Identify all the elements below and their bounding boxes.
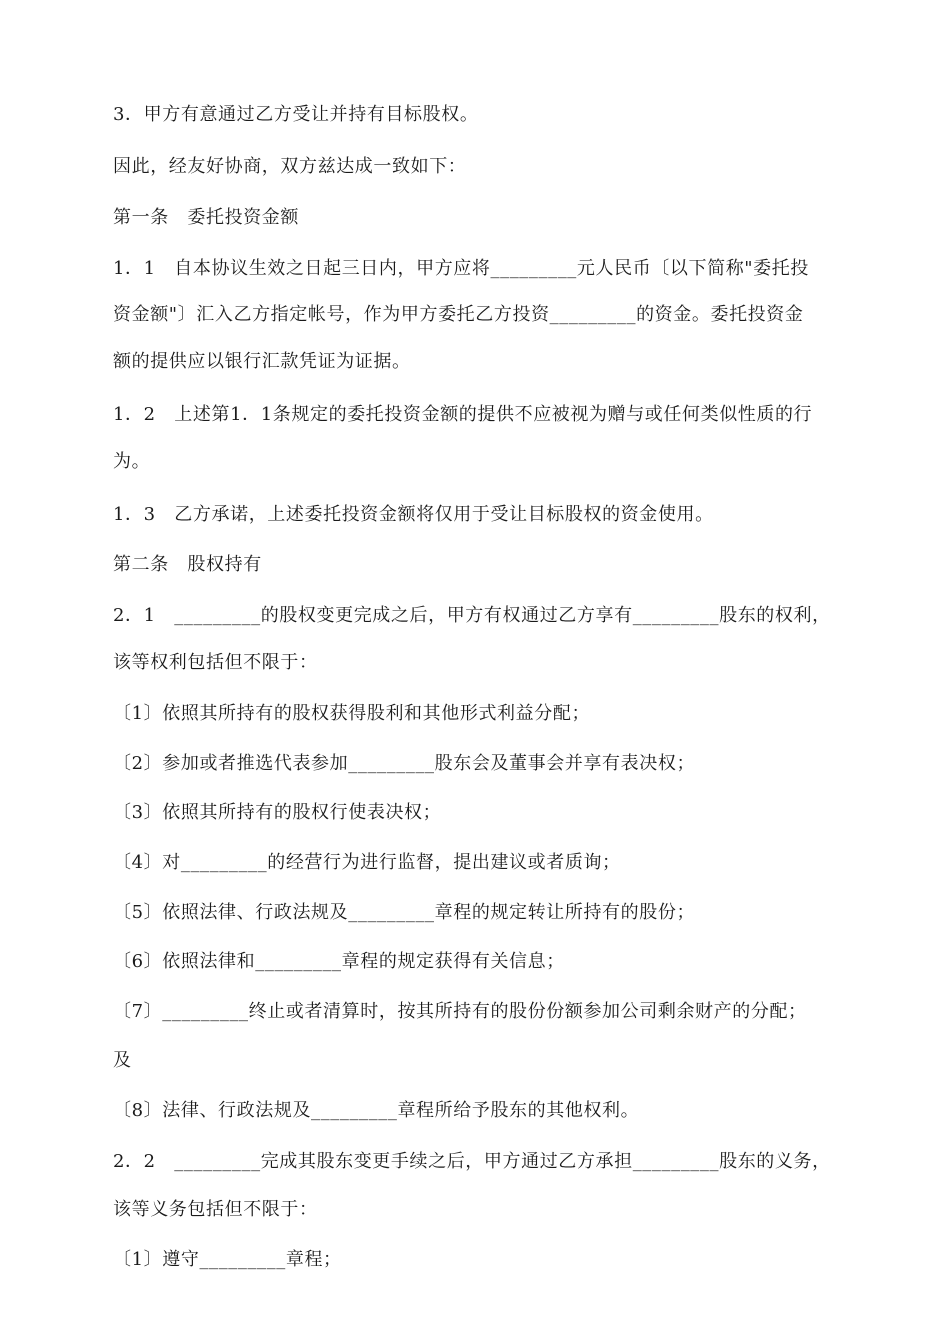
clause-2-1-line-1: 2．1 _________的股权变更完成之后，甲方有权通过乙方享有_________股东的权利， [113, 605, 831, 626]
right-item-8: 〔8〕法律、行政法规及_________章程所给予股东的其他权利。 [113, 1100, 640, 1121]
right-item-2: 〔2〕参加或者推选代表参加_________股东会及董事会并享有表决权； [113, 753, 696, 774]
right-item-5: 〔5〕依照法律、行政法规及_________章程的规定转让所持有的股份； [113, 902, 696, 923]
right-item-3: 〔3〕依照其所持有的股权行使表决权； [113, 802, 442, 823]
article-2-heading: 第二条 股权持有 [113, 554, 262, 575]
right-item-1: 〔1〕依照其所持有的股权获得股利和其他形式利益分配； [113, 703, 591, 724]
clause-1-1-line-3: 额的提供应以银行汇款凭证为证据。 [113, 351, 411, 372]
right-item-7-line-2: 及 [113, 1050, 132, 1071]
clause-1-1-line-1: 1．1 自本协议生效之日起三日内，甲方应将_________元人民币〔以下简称"委托投 [113, 258, 809, 279]
clause-2-2-line-1: 2．2 _________完成其股东变更手续之后，甲方通过乙方承担_________股东的义务， [113, 1151, 831, 1172]
clause-2-2-line-2: 该等义务包括但不限于： [113, 1199, 318, 1220]
right-item-6: 〔6〕依照法律和_________章程的规定获得有关信息； [113, 951, 565, 972]
clause-1-3: 1．3 乙方承诺，上述委托投资金额将仅用于受让目标股权的资金使用。 [113, 504, 714, 525]
agreement-preamble: 因此，经友好协商，双方兹达成一致如下： [113, 156, 467, 177]
clause-2-1-line-2: 该等权利包括但不限于： [113, 652, 318, 673]
right-item-4: 〔4〕对_________的经营行为进行监督，提出建议或者质询； [113, 852, 621, 873]
right-item-7-line-1: 〔7〕_________终止或者清算时，按其所持有的股份份额参加公司剩余财产的分配； [113, 1001, 807, 1022]
clause-1-2-line-2: 为。 [113, 451, 151, 472]
obligation-item-1: 〔1〕遵守_________章程； [113, 1249, 342, 1270]
clause-1-2-line-1: 1．2 上述第1．1条规定的委托投资金额的提供不应被视为赠与或任何类似性质的行 [113, 404, 813, 425]
clause-1-1-line-2: 资金额"〕汇入乙方指定帐号，作为甲方委托乙方投资_________的资金。委托投资金 [113, 304, 804, 325]
article-1-heading: 第一条 委托投资金额 [113, 207, 299, 228]
clause-intro-3: 3．甲方有意通过乙方受让并持有目标股权。 [113, 104, 479, 125]
